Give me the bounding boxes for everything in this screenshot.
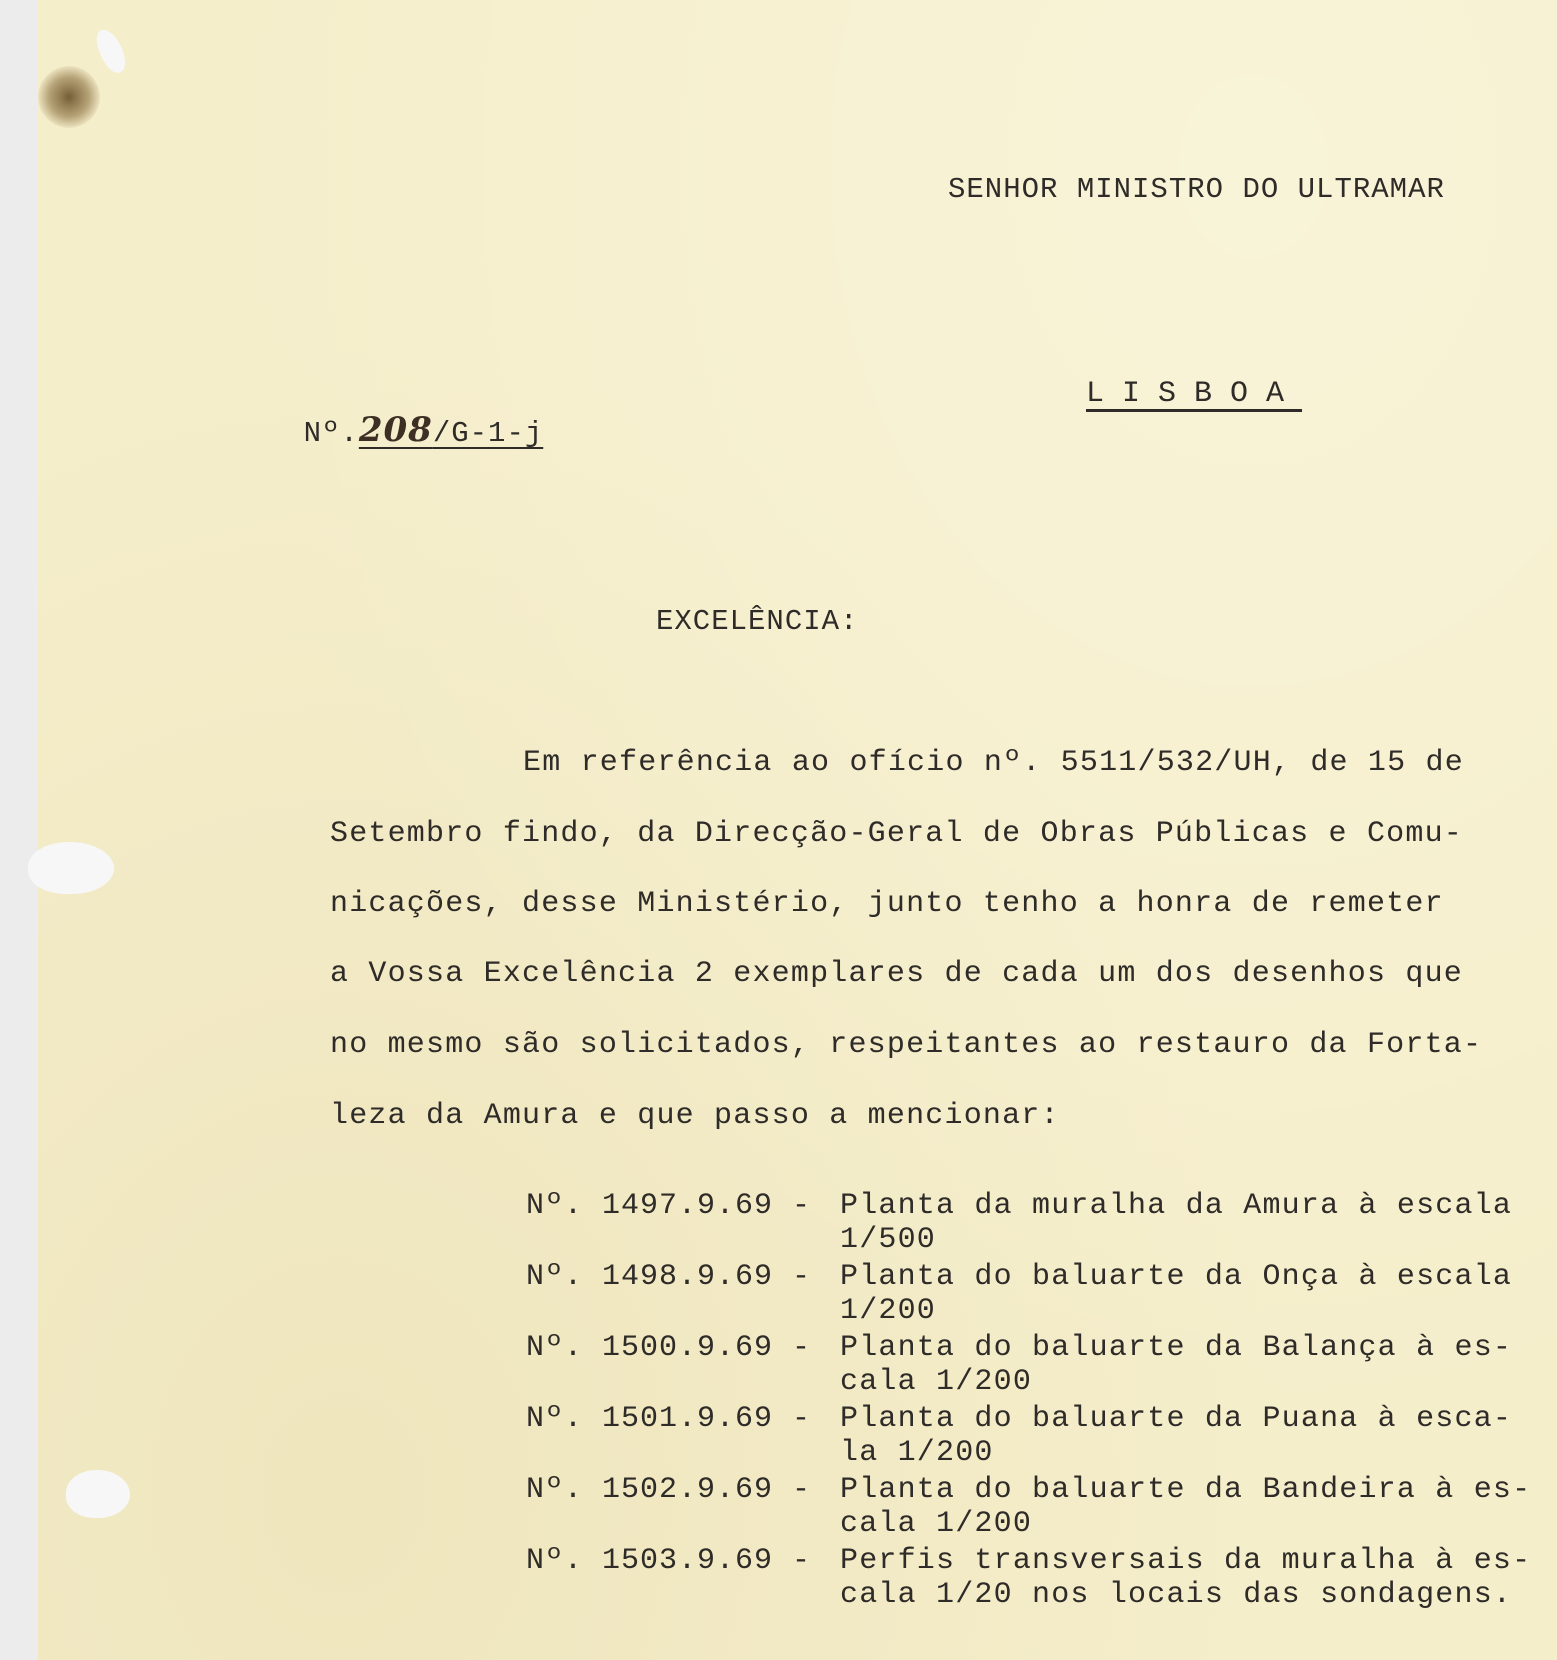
- letter-page: [38, 0, 1557, 1660]
- reference-value: [358, 410, 544, 450]
- paragraph-line: Setembro findo, da Direcção-Geral de Obras Públicas e Comu-: [330, 817, 1463, 851]
- punch-hole-bottom: [66, 1470, 130, 1518]
- punch-hole-top: [91, 26, 130, 77]
- drawing-number: Nº. 1500.9.69 -: [526, 1331, 812, 1365]
- drawing-description: Planta da muralha da Amura à escala: [840, 1189, 1513, 1223]
- drawing-number: Nº. 1497.9.69 -: [526, 1189, 812, 1223]
- drawing-number: Nº. 1498.9.69 -: [526, 1260, 812, 1294]
- paragraph-line: a Vossa Excelência 2 exemplares de cada um dos desenhos que: [330, 957, 1463, 991]
- stain-mark: [38, 66, 100, 128]
- drawing-description: Planta do baluarte da Onça à escala: [840, 1260, 1513, 1294]
- drawing-description-cont: cala 1/200: [840, 1365, 1033, 1399]
- city: LISBOA: [1086, 377, 1303, 411]
- drawing-description-cont: cala 1/20 nos locais das sondagens.: [840, 1578, 1513, 1612]
- reference-number: [230, 376, 543, 488]
- handwritten-number: 208: [358, 410, 433, 450]
- drawing-description: Planta do baluarte da Balança à es-: [840, 1331, 1513, 1365]
- drawing-description: Planta do baluarte da Bandeira à es-: [840, 1473, 1532, 1507]
- paragraph-line: leza da Amura e que passo a mencionar:: [330, 1099, 1060, 1133]
- reference-prefix: Nº.: [303, 417, 359, 450]
- drawing-description-cont: 1/200: [840, 1294, 937, 1328]
- paragraph-line: no mesmo são solicitados, respeitantes ao restauro da Forta-: [330, 1028, 1483, 1062]
- drawing-description: Planta do baluarte da Puana à esca-: [840, 1402, 1513, 1436]
- salutation: EXCELÊNCIA:: [656, 605, 859, 638]
- addressee: SENHOR MINISTRO DO ULTRAMAR: [948, 173, 1445, 206]
- drawing-description: Perfis transversais da muralha à es-: [840, 1544, 1532, 1578]
- drawing-description-cont: 1/500: [840, 1223, 937, 1257]
- paragraph-line: nicações, desse Ministério, junto tenho a honra de remeter: [330, 887, 1444, 921]
- drawing-description-cont: cala 1/200: [840, 1507, 1033, 1541]
- drawing-number: Nº. 1502.9.69 -: [526, 1473, 812, 1507]
- reference-suffix: /G-1-j: [432, 417, 544, 450]
- drawing-description-cont: la 1/200: [840, 1436, 994, 1470]
- drawing-number: Nº. 1501.9.69 -: [526, 1402, 812, 1436]
- drawing-number: Nº. 1503.9.69 -: [526, 1544, 812, 1578]
- paragraph-line: Em referência ao ofício nº. 5511/532/UH, de 15 de: [523, 746, 1464, 780]
- punch-hole-middle: [28, 842, 114, 894]
